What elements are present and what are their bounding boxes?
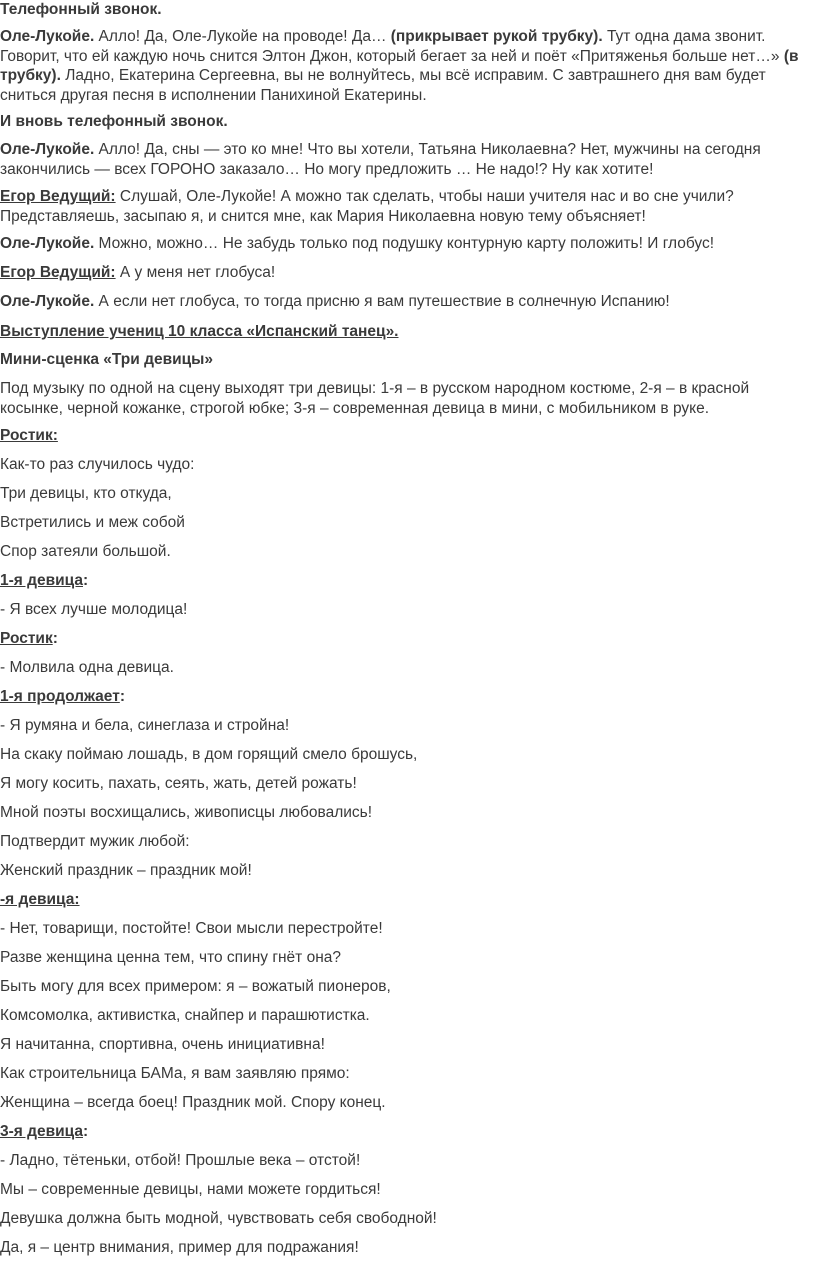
- verse-line: Разве женщина ценна тем, что спину гнёт она?: [0, 949, 341, 966]
- heading-phone-call-text: Телефонный звонок.: [0, 1, 162, 18]
- dialogue-text: Алло! Да, сны — это ко мне! Что вы хотели, Татьяна Николаевна? Нет, мужчины на сегодня закончились — всех ГОРОНО заказало… Но могу предложить … Не надо!? Ну как хотите!: [0, 141, 761, 178]
- dialogue-text: А если нет глобуса, то тогда присню я вам путешествие в солнечную Испанию!: [94, 293, 670, 310]
- paragraph-ole-lukoie-2: [0, 140, 816, 179]
- speaker-label: Оле-Лукойе.: [0, 141, 95, 158]
- dialogue-text: Алло! Да, Оле-Лукойе на проводе! Да…: [94, 28, 391, 45]
- speaker-label: Оле-Лукойе.: [0, 293, 95, 310]
- verse-line: Три девицы, кто откуда,: [0, 485, 172, 502]
- role-label-text: 3-я девица: [0, 1123, 83, 1140]
- verse-line: Девушка должна быть модной, чувствовать себя свободной!: [0, 1210, 437, 1227]
- verse-line: Женщина – всегда боец! Праздник мой. Спору конец.: [0, 1094, 386, 1111]
- role-label-text: -я девица:: [0, 891, 80, 908]
- verse-line: - Молвила одна девица.: [0, 659, 174, 676]
- paragraph-egor-1: [0, 187, 816, 226]
- role-label-colon: :: [52, 630, 58, 647]
- verse-line: Быть могу для всех примером: я – вожатый пионеров,: [0, 978, 391, 995]
- heading-phone-call: [0, 0, 816, 20]
- stage-direction: (в трубку).: [0, 47, 799, 84]
- role-label-girl-1-continues: [0, 687, 816, 707]
- verse-line: Комсомолка, активистка, снайпер и парашютистка.: [0, 1007, 370, 1024]
- verse-line: Как-то раз случилось чудо:: [0, 456, 195, 473]
- role-label-text: 1-я девица: [0, 572, 83, 589]
- paragraph-ole-lukoie-4: [0, 292, 816, 312]
- scene-title: [0, 350, 816, 370]
- verse-line: Мы – современные девицы, нами можете гордиться!: [0, 1181, 381, 1198]
- verse-line: - Я всех лучше молодица!: [0, 601, 188, 618]
- role-label-colon: :: [83, 1123, 89, 1140]
- paragraph-ole-lukoie-3: [0, 234, 816, 254]
- speaker-label: Оле-Лукойе.: [0, 28, 95, 45]
- paragraph-ole-lukoie-1: [0, 27, 816, 105]
- dialogue-text: Слушай, Оле-Лукойе! А можно так сделать, чтобы наши учителя нас и во сне учили? Представляешь, засыпаю я, и снится мне, как Мария Николаевна новую тему объясняет!: [0, 188, 734, 225]
- heading-phone-call-again-text: И вновь телефонный звонок.: [0, 113, 228, 130]
- dialogue-text: Можно, можно… Не забудь только под подушку контурную карту положить! И глобус!: [94, 235, 715, 252]
- heading-phone-call-again: [0, 112, 816, 132]
- speaker-label: Егор Ведущий:: [0, 264, 116, 281]
- speaker-label: Егор Ведущий:: [0, 188, 116, 205]
- performance-title: [0, 322, 816, 342]
- verse-line: Встретились и меж собой: [0, 514, 185, 531]
- verse-line: - Ладно, тётеньки, отбой! Прошлые века – отстой!: [0, 1152, 361, 1169]
- role-label-colon: :: [119, 688, 125, 705]
- role-label-girl-2: [0, 890, 816, 910]
- verse-line: Да, я – центр внимания, пример для подражания!: [0, 1239, 359, 1256]
- dialogue-text: А у меня нет глобуса!: [115, 264, 276, 281]
- role-label-text: Ростик:: [0, 427, 58, 444]
- role-label-text: 1-я продолжает: [0, 688, 120, 705]
- role-label-text: Ростик: [0, 630, 53, 647]
- verse-line: Женский праздник – праздник мой!: [0, 862, 252, 879]
- scene-title-text: Мини-сценка «Три девицы»: [0, 351, 214, 368]
- verse-line: - Я румяна и бела, синеглаза и стройна!: [0, 717, 290, 734]
- verse-line: На скаку поймаю лошадь, в дом горящий смело брошусь,: [0, 746, 418, 763]
- paragraph-egor-2: [0, 263, 816, 283]
- dialogue-text: Ладно, Екатерина Сергеевна, вы не волнуйтесь, мы всё исправим. С завтрашнего дня вам будет сниться другая песня в исполнении Панихиной Екатерины.: [0, 67, 766, 104]
- role-label-rostik: [0, 426, 816, 446]
- role-label-rostik-2: [0, 629, 816, 649]
- performance-title-text: Выступление учениц 10 класса «Испанский танец».: [0, 323, 399, 340]
- verse-line: Я начитанна, спортивна, очень инициативна!: [0, 1036, 325, 1053]
- verse-line: Спор затеяли большой.: [0, 543, 171, 560]
- verse-line: - Нет, товарищи, постойте! Свои мысли перестройте!: [0, 920, 383, 937]
- dialogue-text: Тут одна дама звонит. Говорит, что ей каждую ночь снится Элтон Джон, который бегает за ней и поёт «Притяженья больше нет…»: [0, 28, 784, 65]
- role-label-girl-3: [0, 1122, 816, 1142]
- speaker-label: Оле-Лукойе.: [0, 235, 95, 252]
- verse-line: Как строительница БАМа, я вам заявляю прямо:: [0, 1065, 350, 1082]
- role-label-colon: :: [83, 572, 89, 589]
- verse-line: Мной поэты восхищались, живописцы любовались!: [0, 804, 373, 821]
- scene-intro-text: Под музыку по одной на сцену выходят три девицы: 1-я – в русском народном костюме, 2-я – в красной косынке, черной кожанке, строгой юбке; 3-я – современная девица в мини, с мобильником в руке.: [0, 380, 750, 417]
- role-label-girl-1: [0, 571, 816, 591]
- stage-direction: (прикрывает рукой трубку).: [390, 28, 603, 45]
- scene-intro: [0, 379, 816, 418]
- verse-line: Я могу косить, пахать, сеять, жать, детей рожать!: [0, 775, 357, 792]
- verse-line: Подтвердит мужик любой:: [0, 833, 190, 850]
